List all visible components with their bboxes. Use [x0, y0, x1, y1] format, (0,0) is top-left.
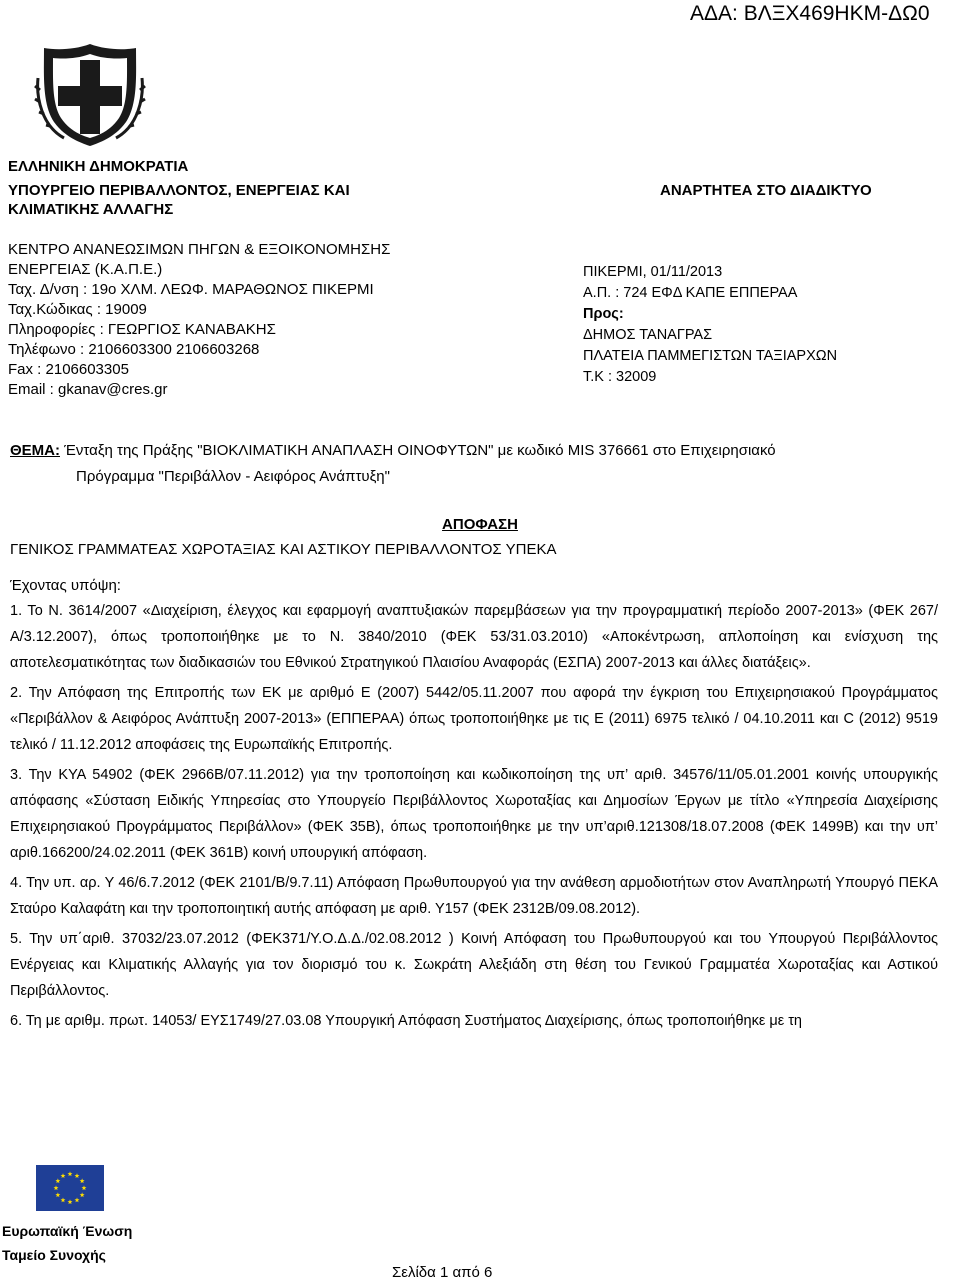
subject-block	[10, 438, 776, 490]
consideration-item: 1. Το Ν. 3614/2007 «Διαχείριση, έλεγχος και εφαρμογή αναπτυξιακών παρεμβάσεων για την προγραμματική περίοδο 2007-2013» (ΦΕΚ 267/Α/3.12.2007), όπως τροποποιήθηκε με το Ν. 3840/2010 (ΦΕΚ 53/31.03.2010) «Αποκέντρωση, απλοποίηση και ενίσχυση της αποτελεσματικότητας των διαδικασιών του Εθνικού Στρατηγικού Πλαισίου Αναφοράς (ΕΣΠΑ) 2007-2013 και άλλες διατάξεις».	[10, 603, 938, 671]
eu-line-2: Ταμείο Συνοχής	[2, 1247, 106, 1263]
recipient-block	[583, 262, 837, 388]
sender-fax: Fax : 2106603305	[8, 361, 129, 378]
ada-code: ΑΔΑ: ΒΛΞΧ469ΗΚΜ-ΔΩ0	[690, 2, 930, 25]
protocol-number: Α.Π. : 724 ΕΦΔ ΚΑΠΕ ΕΠΠΕΡΑΑ	[583, 285, 798, 301]
consideration-item: 3. Την ΚΥΑ 54902 (ΦΕΚ 2966Β/07.11.2012) για την τροποποίηση και κωδικοποίηση της υπ’ αριθ. 34576/11/05.01.2001 κοινής υπουργικής απόφασης «Σύσταση Ειδικής Υπηρεσίας στο Υπουργείο Περιβάλλοντος Χωροταξίας και Δημοσίων Έργων με τίτλο «Υπηρεσία Διαχείρισης Επιχειρησιακού Προγράμματος Περιβάλλον» (ΦΕΚ 35Β), όπως τροποποιήθηκε με την υπ’αριθ.121308/18.07.2008 (ΦΕΚ 1499Β) και την υπ’ αριθ.166200/24.02.2011 (ΦΕΚ 361Β) κοινή υπουργική απόφαση.	[10, 767, 938, 861]
consideration-item: 5. Την υπ΄αριθ. 37032/23.07.2012 (ΦΕΚ371/Υ.Ο.Δ.Δ./02.08.2012 ) Κοινή Απόφαση του Πρωθυπουργού και του Υπουργού Περιβάλλοντος Ενέργειας και Κλιματικής Αλλαγής για τον διορισμό του κ. Σωκράτη Αλεξιάδη στη θέση του Γενικού Γραμματέα Χωροταξίας και Αστικού Περιβάλλοντος.	[10, 931, 938, 999]
consideration-item: 6. Τη με αριθμ. πρωτ. 14053/ ΕΥΣ1749/27.03.08 Υπουργική Απόφαση Συστήματος Διαχείρισης, όπως τροποποιήθηκε με τη	[10, 1013, 802, 1029]
subject-line-2: Πρόγραμμα "Περιβάλλον - Αειφόρος Ανάπτυξη"	[76, 468, 390, 485]
sender-phone: Τηλέφωνο : 2106603300 2106603268	[8, 341, 260, 358]
sender-info: Πληροφορίες : ΓΕΩΡΓΙΟΣ ΚΑΝΑΒΑΚΗΣ	[8, 321, 276, 338]
ministry-line-2: ΚΛΙΜΑΤΙΚΗΣ ΑΛΛΑΓΗΣ	[8, 201, 174, 218]
eu-line-1: Ευρωπαϊκή Ένωση	[2, 1223, 133, 1239]
greek-coat-of-arms-icon	[34, 38, 146, 150]
considering-label: Έχοντας υπόψη:	[10, 577, 121, 594]
ministry-line-1: ΥΠΟΥΡΓΕΙΟ ΠΕΡΙΒΑΛΛΟΝΤΟΣ, ΕΝΕΡΓΕΙΑΣ ΚΑΙ	[8, 182, 350, 199]
subject-line-1: Ένταξη της Πράξης "ΒΙΟΚΛΙΜΑΤΙΚΗ ΑΝΑΠΛΑΣΗ ΟΙΝΟΦΥΤΩΝ" με κωδικό MIS 376661 στο Επιχειρησιακό	[60, 442, 776, 459]
sender-line-1: ΚΕΝΤΡΟ ΑΝΑΝΕΩΣΙΜΩΝ ΠΗΓΩΝ & ΕΞΟΙΚΟΝΟΜΗΣΗΣ	[8, 241, 391, 258]
consideration-item: 2. Την Απόφαση της Επιτροπής των ΕΚ με αριθμό Ε (2007) 5442/05.11.2007 που αφορά την έγκριση του Επιχειρησιακού Προγράμματος «Περιβάλλον & Αειφόρος Ανάπτυξη 2007-2013» (ΕΠΠΕΡΑΑ) όπως τροποποιήθηκε με τις Ε (2011) 6975 τελικό / 04.10.2011 και C (2012) 9519 τελικό / 11.12.2012 αποφάσεις της Ευρωπαϊκής Επιτροπής.	[10, 685, 938, 753]
eu-caption	[2, 1219, 132, 1267]
post-online-label: ΑΝΑΡΤΗΤΕΑ ΣΤΟ ΔΙΑΔΙΚΤΥΟ	[660, 182, 872, 199]
subject-label: ΘΕΜΑ:	[10, 442, 60, 459]
recipient-address: ΠΛΑΤΕΙΑ ΠΑΜΜΕΓΙΣΤΩΝ ΤΑΞΙΑΡΧΩΝ	[583, 348, 838, 364]
sender-email: Email : gkanav@cres.gr	[8, 381, 168, 398]
sender-address: Ταχ. Δ/νση : 19ο ΧΛΜ. ΛΕΩΦ. ΜΑΡΑΘΩΝΟΣ ΠΙΚΕΡΜΙ	[8, 281, 374, 298]
page-number: Σελίδα 1 από 6	[392, 1264, 493, 1281]
recipient-postcode: Τ.Κ : 32009	[583, 369, 657, 385]
decision-title: ΑΠΟΦΑΣΗ	[442, 516, 518, 533]
place-date: ΠΙΚΕΡΜΙ, 01/11/2013	[583, 264, 723, 280]
considerations-list	[10, 598, 938, 1038]
sender-postcode: Ταχ.Κώδικας : 19009	[8, 301, 147, 318]
eu-flag-icon	[36, 1165, 104, 1211]
sender-block	[8, 240, 390, 400]
consideration-item: 4. Την υπ. αρ. Υ 46/6.7.2012 (ΦΕΚ 2101/Β/9.7.11) Απόφαση Πρωθυπουργού για την ανάθεση αρμοδιοτήτων στον Αναπληρωτή Υπουργό ΠΕΚΑ Σταύρο Καλαφάτη και την τροποποιητική αυτής απόφαση με αριθ. Υ157 (ΦΕΚ 2312Β/09.08.2012).	[10, 875, 938, 917]
country-name: ΕΛΛΗΝΙΚΗ ΔΗΜΟΚΡΑΤΙΑ	[8, 158, 189, 175]
sender-line-2: ΕΝΕΡΓΕΙΑΣ (Κ.Α.Π.Ε.)	[8, 261, 163, 278]
decision-authority: ΓΕΝΙΚΟΣ ΓΡΑΜΜΑΤΕΑΣ ΧΩΡΟΤΑΞΙΑΣ ΚΑΙ ΑΣΤΙΚΟΥ ΠΕΡΙΒΑΛΛΟΝΤΟΣ ΥΠΕΚΑ	[10, 541, 557, 558]
recipient-name: ΔΗΜΟΣ ΤΑΝΑΓΡΑΣ	[583, 327, 713, 343]
to-label: Προς:	[583, 306, 624, 322]
